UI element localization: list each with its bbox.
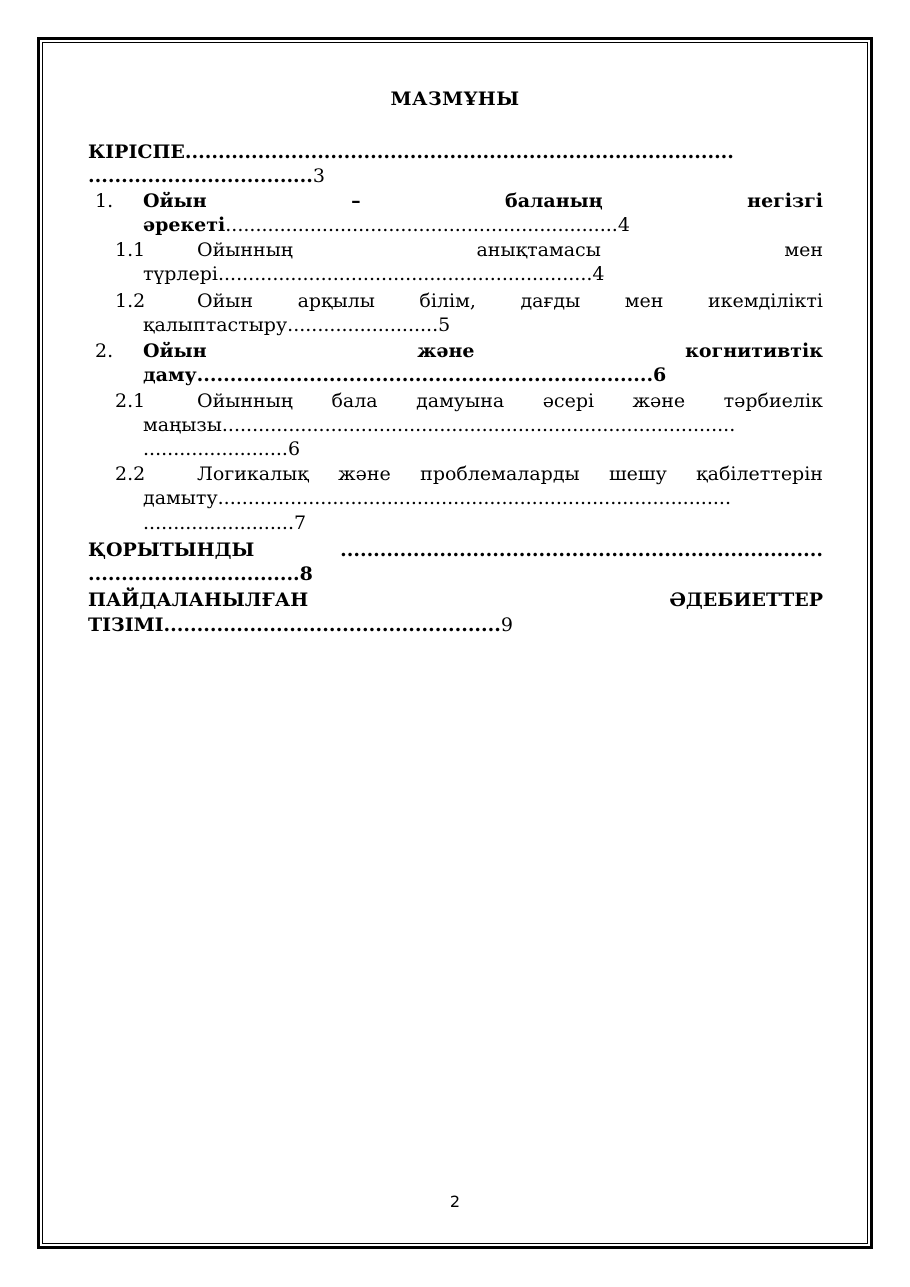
- toc-sub2-2-line3[interactable]: .........................7: [143, 512, 307, 534]
- toc-section2-line1[interactable]: [143, 339, 823, 363]
- word: Ойынның: [197, 390, 293, 412]
- word: –: [351, 190, 361, 212]
- toc-references-line2[interactable]: [88, 613, 513, 637]
- toc-section1-dots-page: .................................................................4: [225, 214, 630, 236]
- toc-section1-label-end: әрекеті: [143, 214, 226, 236]
- toc-section1-num: 1.: [95, 190, 114, 212]
- word: проблемаларды: [420, 463, 580, 485]
- word: ҚОРЫТЫНДЫ: [88, 539, 255, 561]
- word: мен: [624, 290, 664, 312]
- word: ПАЙДАЛАНЫЛҒАН: [88, 589, 309, 611]
- word: анықтамасы: [476, 239, 601, 261]
- toc-sub2-2-line1[interactable]: [197, 462, 823, 486]
- toc-sub1-1-line1[interactable]: [197, 238, 823, 262]
- toc-sub2-2-line2[interactable]: дамыту.....................................................................................: [143, 487, 731, 509]
- toc-section1-line1[interactable]: [143, 189, 823, 213]
- word: білім,: [419, 290, 476, 312]
- word: дамуына: [416, 390, 505, 412]
- word: қабілеттерін: [696, 463, 823, 485]
- word: Ойын: [143, 340, 207, 362]
- toc-sub2-2-num: 2.2: [115, 463, 146, 485]
- toc-references-page: 9: [500, 614, 513, 636]
- toc-references-line1[interactable]: [88, 588, 823, 612]
- toc-sub1-2-line2[interactable]: қалыптастыру.........................5: [143, 314, 451, 336]
- toc-section1-line2[interactable]: [143, 213, 630, 237]
- toc-sub2-1-line2[interactable]: маңызы.....................................................................................: [143, 414, 736, 436]
- page-number: 2: [449, 1192, 461, 1211]
- word: және: [632, 390, 686, 412]
- word: мен: [784, 239, 823, 261]
- toc-sub1-1-line2[interactable]: түрлері..............................................................4: [143, 263, 605, 285]
- toc-references-label-dots: ТІЗІМІ...................................................: [88, 614, 501, 636]
- toc-sub1-2-num: 1.2: [115, 290, 146, 312]
- toc-sub1-2-line1[interactable]: [197, 289, 823, 313]
- toc-intro-line2[interactable]: [88, 164, 325, 188]
- word: баланың: [505, 190, 603, 212]
- toc-conclusion-line1[interactable]: [88, 538, 823, 562]
- word: когнитивтік: [685, 340, 823, 362]
- toc-intro-line1[interactable]: КІРІСПЕ...................................................................................: [88, 141, 734, 163]
- toc-sub2-1-num: 2.1: [115, 390, 146, 412]
- word: шешу: [609, 463, 667, 485]
- toc-section2-num: 2.: [95, 340, 114, 362]
- word: дағды: [520, 290, 581, 312]
- word: Ойын: [197, 290, 254, 312]
- toc-conclusion-line2[interactable]: [88, 562, 313, 586]
- word: Логикалық: [197, 463, 309, 485]
- toc-sub2-1-line3[interactable]: ........................6: [143, 438, 301, 460]
- word: және: [338, 463, 391, 485]
- word: Ойын: [143, 190, 207, 212]
- word: ӘДЕБИЕТТЕР: [669, 589, 823, 611]
- word: арқылы: [297, 290, 375, 312]
- toc-intro-page: 3: [312, 165, 325, 187]
- word: бала: [331, 390, 378, 412]
- word: икемділікті: [707, 290, 823, 312]
- toc-conclusion-dots-page: ................................8: [88, 563, 313, 585]
- word: және: [417, 340, 475, 362]
- word: негізгі: [747, 190, 823, 212]
- word: әсері: [542, 390, 595, 412]
- toc-title: МАЗМҰНЫ: [390, 88, 520, 110]
- word: .........................................................................: [340, 539, 823, 561]
- toc-sub1-1-num: 1.1: [115, 239, 146, 261]
- word: Ойынның: [197, 239, 293, 261]
- toc-section2-line2[interactable]: даму.....................................................................6: [143, 364, 667, 386]
- toc-sub2-1-line1[interactable]: [197, 389, 823, 413]
- toc-intro-dots: ..................................: [88, 165, 313, 187]
- word: тәрбиелік: [723, 390, 823, 412]
